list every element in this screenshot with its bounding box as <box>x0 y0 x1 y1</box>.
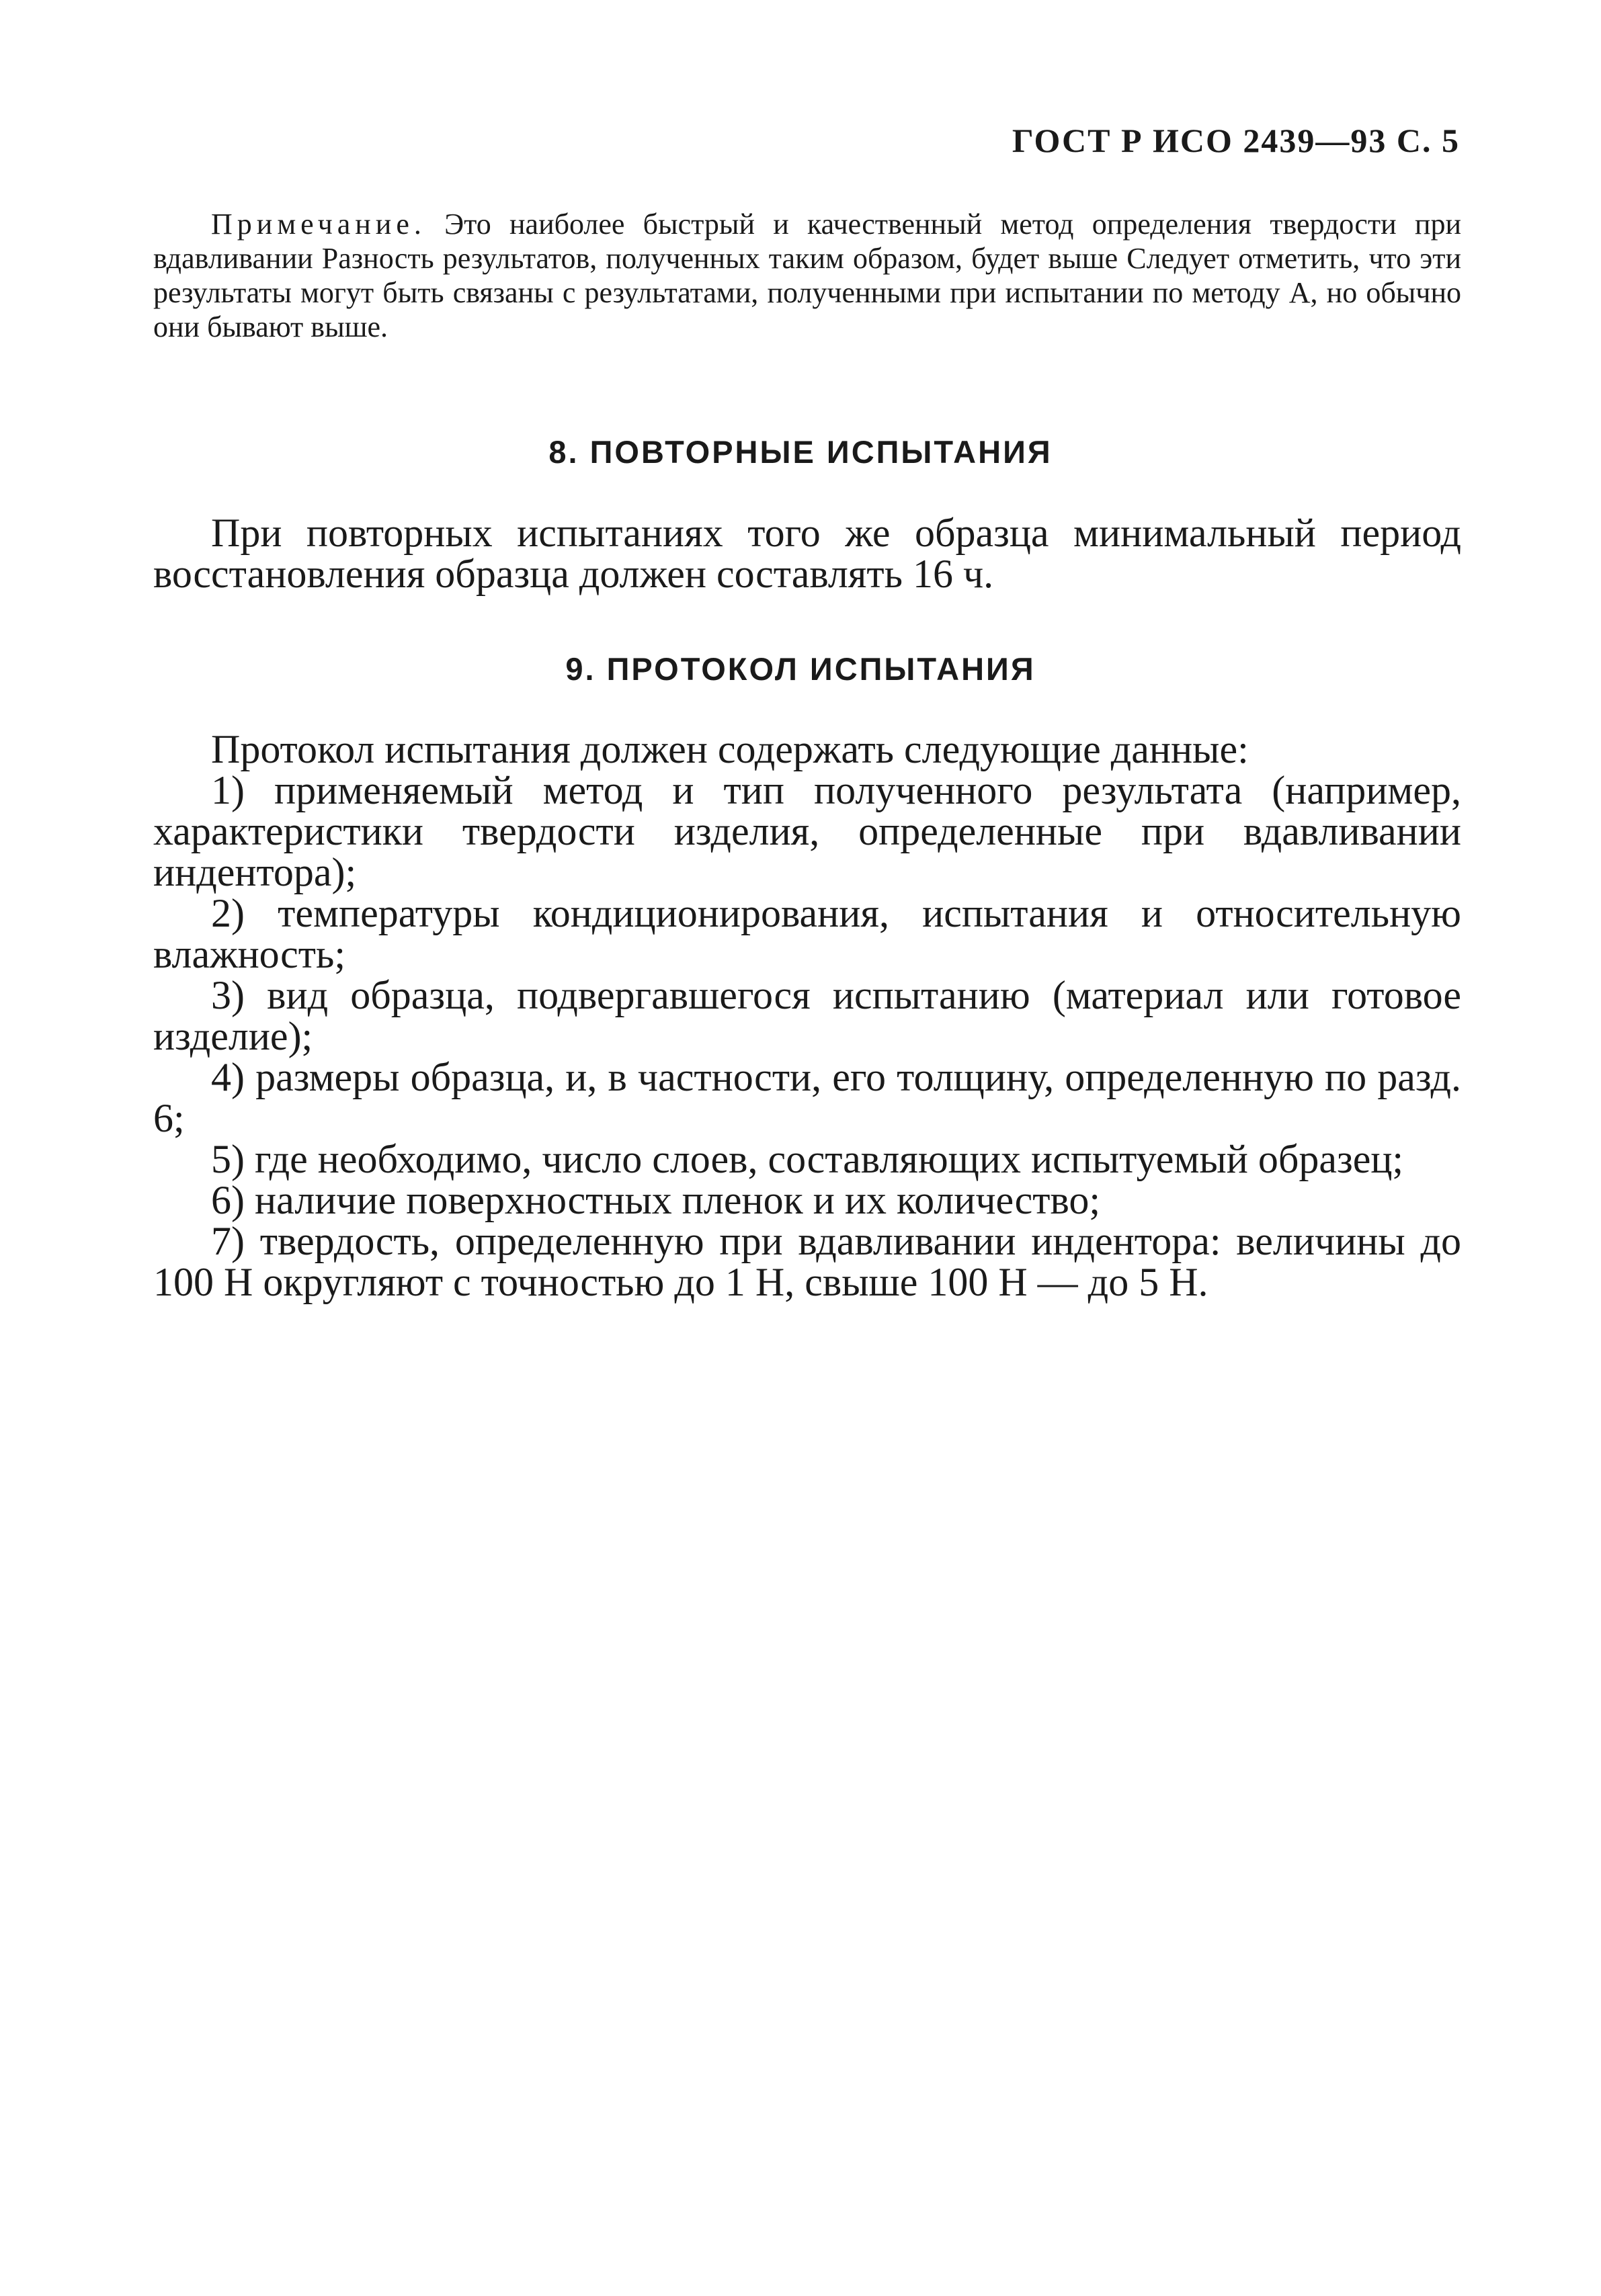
section-heading-8: 8. ПОВТОРНЫЕ ИСПЫТАНИЯ <box>548 434 1053 470</box>
list-item-6: 6) наличие поверхностных пленок и их количество; <box>211 1178 1101 1222</box>
section-9-intro: Протокол испытания должен содержать следующие данные: <box>211 727 1249 771</box>
note-text: Это наиболее быстрый и качественный метод определения твердости при вдавливании Разность результатов, полученных таким образом, будет выше Следует отметить, что эти результаты могут быть связаны с результатами, полученными при испытании по методу А, но обычно они бывают выше. <box>153 208 1461 343</box>
page-header-doc-ref: ГОСТ Р ИСО 2439—93 С. 5 <box>1012 122 1460 159</box>
note-label: Примечание. <box>211 208 426 241</box>
section-8-paragraph: При повторных испытаниях того же образца минимальный период восстановления образца должен составлять 16 ч. <box>153 511 1461 596</box>
note-paragraph <box>153 207 1461 344</box>
list-item-5: 5) где необходимо, число слоев, составляющих испытуемый образец; <box>211 1137 1404 1181</box>
section-8-body <box>153 513 1461 595</box>
list-item-2: 2) температуры кондиционирования, испытания и относительную влажность; <box>153 891 1461 976</box>
list-item-4: 4) размеры образца, и, в частности, его толщину, определенную по разд. 6; <box>153 1055 1461 1140</box>
section-heading-9: 9. ПРОТОКОЛ ИСПЫТАНИЯ <box>565 651 1036 687</box>
list-item-1: 1) применяемый метод и тип полученного результата (например, характеристики твердости изделия, определенные при вдавливании индентора); <box>153 768 1461 894</box>
list-item-7: 7) твердость, определенную при вдавливании индентора: величины до 100 Н округляют с точностью до 1 Н, свыше 100 Н — до 5 Н. <box>153 1219 1461 1304</box>
section-9-body <box>153 729 1461 1303</box>
list-item-3: 3) вид образца, подвергавшегося испытанию (материал или готовое изделие); <box>153 973 1461 1058</box>
note-block <box>153 207 1461 344</box>
